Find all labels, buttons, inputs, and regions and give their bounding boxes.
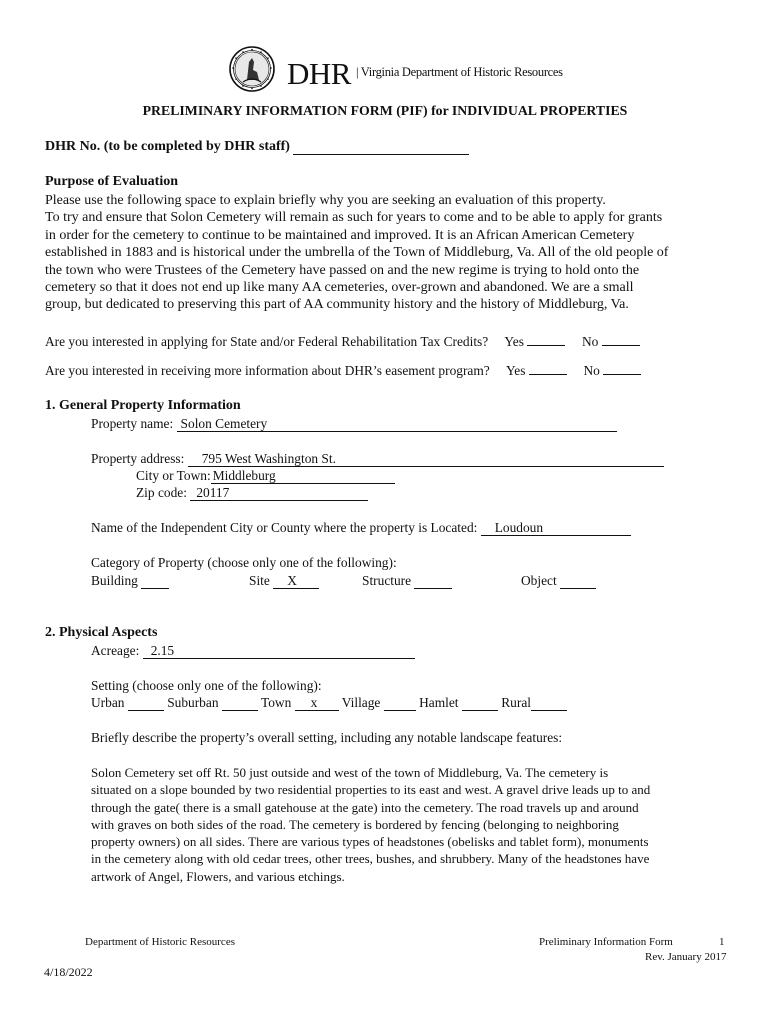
- tax-credits-yes-label: Yes: [504, 334, 524, 349]
- purpose-line: the town who were Trustees of the Cemetery have passed on and the new regime is trying to hold onto the: [45, 262, 640, 278]
- purpose-heading: Purpose of Evaluation: [45, 174, 179, 189]
- setting-hamlet-field[interactable]: [462, 696, 498, 711]
- tax-credits-yes-field[interactable]: [527, 345, 565, 346]
- acreage-label: Acreage:: [91, 643, 140, 658]
- setting-row: [91, 695, 567, 711]
- property-address-label: Property address:: [91, 451, 185, 466]
- zip-field[interactable]: 20117: [190, 486, 368, 501]
- city-field[interactable]: Middleburg: [211, 469, 395, 484]
- easement-text: Are you interested in receiving more information about DHR’s easement program?: [45, 363, 490, 378]
- county-field[interactable]: Loudoun: [481, 521, 631, 536]
- description-line: through the gate( there is a small gatehouse at the gate) into the cemetery. The road travels up and around: [91, 799, 639, 815]
- setting-rural: Rural: [501, 695, 567, 710]
- footer-date: 4/18/2022: [44, 965, 93, 979]
- easement-no-label: No: [583, 363, 600, 378]
- property-name-row: [91, 416, 617, 432]
- section1-heading: 1. General Property Information: [45, 398, 241, 413]
- acreage-field[interactable]: 2.15: [143, 644, 415, 659]
- description-line: property owners) on all sides. There are various types of headstones (obelisks and tablet form), monuments: [91, 834, 649, 850]
- description-line: in the cemetery along with old cedar trees, other trees, bushes, and shrubbery. Many of the headstones have: [91, 851, 650, 867]
- setting-hamlet: Hamlet: [419, 695, 498, 710]
- property-name-label: Property name:: [91, 416, 174, 431]
- category-object-field[interactable]: [560, 574, 596, 589]
- county-row: [91, 520, 631, 536]
- footer-form-name: Preliminary Information Form: [539, 936, 673, 948]
- description-line: Solon Cemetery set off Rt. 50 just outside and west of the town of Middleburg, Va. The cemetery is: [91, 765, 609, 780]
- purpose-text: [45, 192, 745, 314]
- form-title: PRELIMINARY INFORMATION FORM (PIF) for INDIVIDUAL PROPERTIES: [142, 103, 628, 118]
- setting-urban-field[interactable]: [128, 696, 164, 711]
- virginia-seal-icon: [229, 46, 275, 92]
- description-line: artwork of Angel, Flowers, and various etchings.: [91, 868, 345, 884]
- dhr-no-label: DHR No. (to be completed by DHR staff): [45, 139, 290, 154]
- section2-heading: 2. Physical Aspects: [45, 625, 158, 640]
- description-line: situated on a slope bounded by two residential properties to its east and west. A gravel drive leads up to and: [91, 782, 651, 798]
- purpose-answer[interactable]: [45, 209, 745, 313]
- property-address-field[interactable]: 795 West Washington St.: [188, 452, 664, 467]
- category-structure-field[interactable]: [414, 574, 452, 589]
- category-structure: Structure: [362, 573, 452, 589]
- agency-name: | Virginia Department of Historic Resources: [356, 65, 563, 79]
- category-site: Site X: [249, 573, 319, 589]
- city-row: [136, 468, 395, 484]
- property-address-row: [91, 451, 664, 467]
- zip-row: [136, 485, 368, 501]
- purpose-line: established in 1883 and is historical under the umbrella of the Town of Middleburg, Va. All of the old people of: [45, 245, 669, 261]
- county-label: Name of the Independent City or County where the property is Located:: [91, 520, 478, 535]
- tax-credits-no-field[interactable]: [602, 345, 640, 346]
- easement-yes-field[interactable]: [529, 374, 567, 375]
- purpose-line: To try and ensure that Solon Cemetery will remain as such for years to come and to be able to apply for grants: [45, 210, 663, 226]
- purpose-line: in order for the cemetery to continue to be maintained and improved. It is an African American Cemetery: [45, 227, 635, 243]
- setting-rural-field[interactable]: [531, 696, 567, 711]
- dhr-no-field[interactable]: [293, 140, 469, 155]
- setting-description[interactable]: [91, 764, 751, 885]
- setting-village: Village: [342, 695, 416, 710]
- tax-credits-text: Are you interested in applying for State and/or Federal Rehabilitation Tax Credits?: [45, 334, 489, 349]
- city-label: City or Town:: [136, 468, 211, 483]
- description-line: with graves on both sides of the road. The cemetery is bordered by fencing (belonging to neighboring: [91, 816, 619, 832]
- purpose-instruction: Please use the following space to explain briefly why you are seeking an evaluation of this property.: [45, 193, 606, 208]
- setting-village-field[interactable]: [384, 696, 416, 711]
- property-name-field[interactable]: Solon Cemetery: [177, 417, 617, 432]
- category-object: Object: [521, 573, 596, 589]
- purpose-line: group, but dedicated to preserving this part of AA community history and the history of Middleburg, Va.: [45, 297, 629, 313]
- setting-urban: Urban: [91, 695, 164, 710]
- footer-revision: Rev. January 2017: [645, 951, 727, 963]
- setting-label: Setting (choose only one of the following):: [91, 678, 322, 693]
- setting-suburban: Suburban: [167, 695, 258, 710]
- dhr-no-row: [45, 139, 469, 155]
- footer-page-number: 1: [719, 936, 725, 948]
- setting-suburban-field[interactable]: [222, 696, 258, 711]
- setting-town: Town x: [261, 695, 339, 710]
- category-building: Building: [91, 573, 169, 589]
- easement-yes-label: Yes: [505, 363, 526, 378]
- zip-label: Zip code:: [136, 485, 187, 500]
- category-label: Category of Property (choose only one of the following):: [91, 555, 397, 570]
- tax-credits-question: [45, 334, 640, 350]
- describe-label: Briefly describe the property’s overall setting, including any notable landscape features:: [91, 730, 563, 745]
- tax-credits-no-label: No: [581, 334, 599, 349]
- easement-question: [45, 363, 641, 379]
- acreage-row: [91, 643, 415, 659]
- category-building-field[interactable]: [141, 574, 169, 589]
- dhr-logo-text: DHR: [287, 56, 351, 91]
- setting-town-field[interactable]: x: [295, 696, 339, 711]
- easement-no-field[interactable]: [603, 374, 641, 375]
- category-site-field[interactable]: X: [273, 574, 319, 589]
- footer-department: Department of Historic Resources: [85, 936, 235, 948]
- purpose-line: cemetery so that it does not end up like many AA cemeteries, over-grown and abandoned. We are a small: [45, 280, 634, 296]
- category-row: [91, 573, 651, 591]
